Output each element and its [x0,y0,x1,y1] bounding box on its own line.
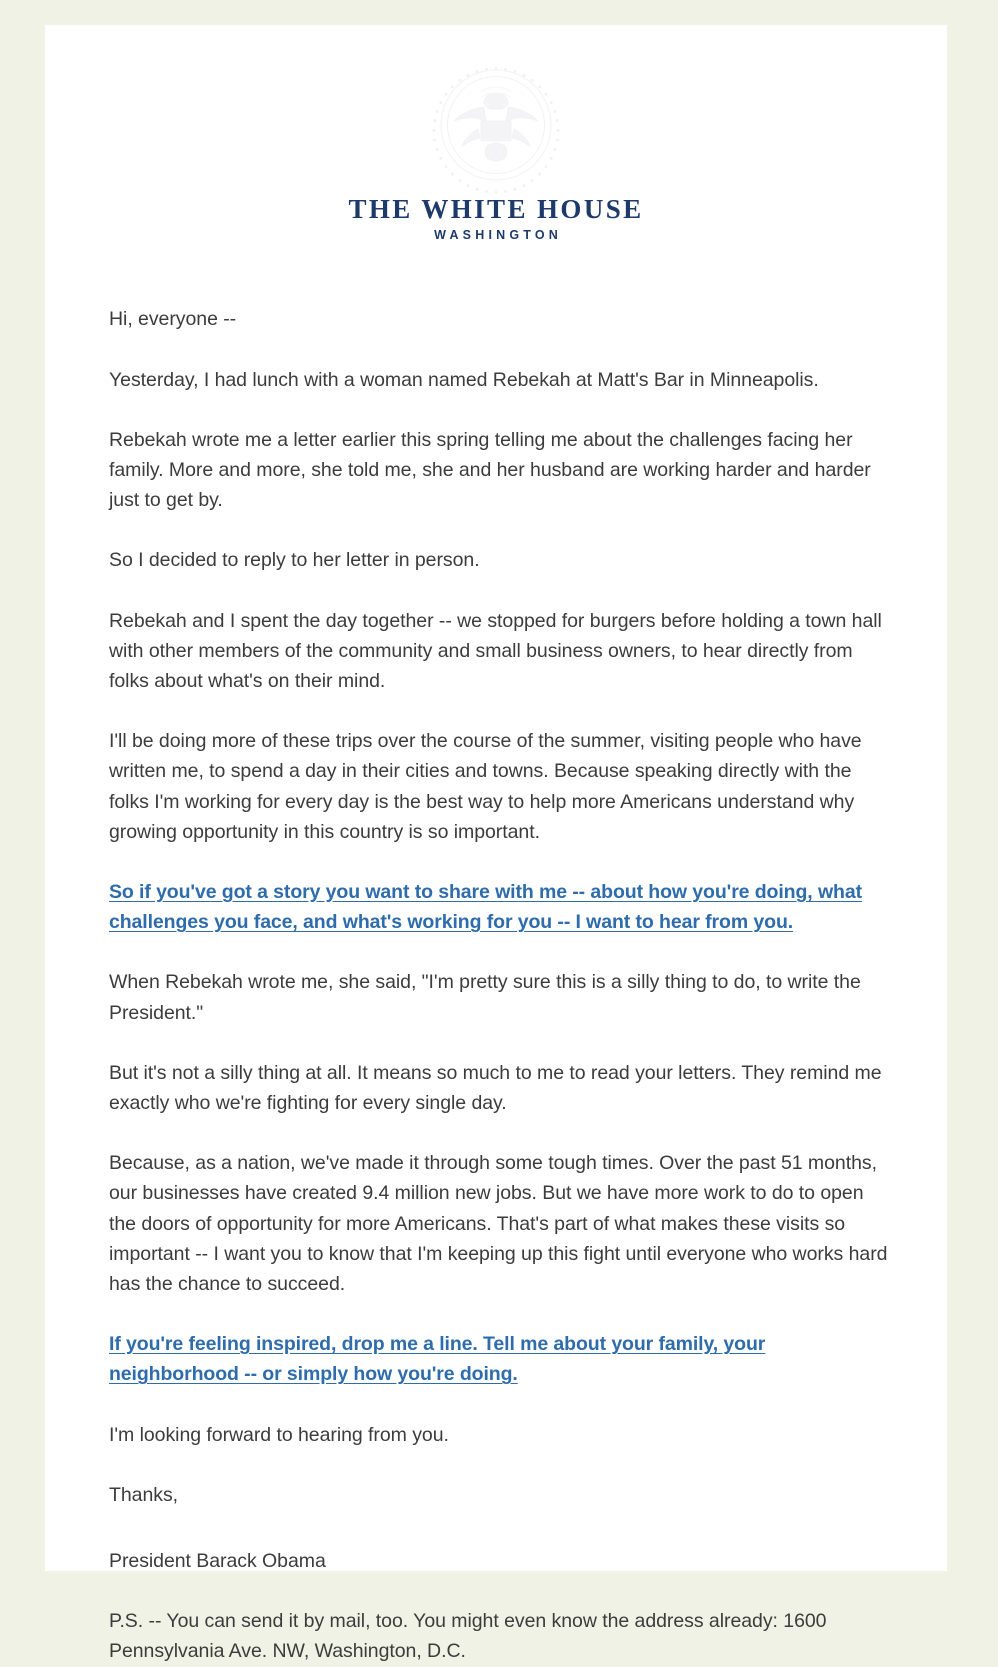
paragraph-silly-thing-quote: When Rebekah wrote me, she said, "I'm pretty sure this is a silly thing to do, to write the President." [109,971,861,1024]
paragraph-letter-background: Rebekah wrote me a letter earlier this spring telling me about the challenges facing her family. More and more, she told me, she and her husband are working harder and harder just to get by. [109,428,871,512]
paragraph-postscript: P.S. -- You can send it by mail, too. You might even know the address already: 1600 Pennsylvania Ave. NW, Washington, D.C. [109,1610,827,1663]
paragraph-greeting: Hi, everyone -- [109,308,237,331]
washington-subtitle: WASHINGTON [434,228,563,243]
paragraph-more-trips: I'll be doing more of these trips over the course of the summer, visiting people who have written me, to spend a day in their cities and towns. Because speaking directly with the folks I'm working for every day is the best way to help more Americans understand why growing opportunity in this country is so important. [109,730,862,843]
paragraph-tough-times-jobs: Because, as a nation, we've made it through some tough times. Over the past 51 months, our businesses have created 9.4 million new jobs. But we have more work to do to open the doors of opportunity for more Americans. That's part of what makes these visits so important -- I want you to know that I'm keeping up this fight until everyone who works hard has the chance to succeed. [109,1152,888,1296]
masthead [45,25,947,242]
paragraph-looking-forward: I'm looking forward to hearing from you. [109,1423,449,1446]
paragraph-day-together: Rebekah and I spent the day together -- we stopped for burgers before holding a town hall with other members of the community and small business owners, to hear directly from folks about what's on their mind. [109,609,882,692]
paragraph-reply-in-person: So I decided to reply to her letter in person. [109,549,480,572]
signature-line: President Barack Obama [109,1550,326,1573]
email-content-card [45,25,947,1663]
paragraph-not-silly: But it's not a silly thing at all. It means so much to me to read your letters. They remind me exactly who we're fighting for every single day. [109,1061,882,1114]
link-share-your-story[interactable]: So if you've got a story you want to share with me -- about how you're doing, what challenges you face, and what's working for you -- I want to hear from you. [109,880,862,934]
paragraph-thanks: Thanks, [109,1483,179,1506]
paragraph-lunch: Yesterday, I had lunch with a woman named Rebekah at Matt's Bar in Minneapolis. [109,368,819,391]
presidential-seal-icon [426,63,566,191]
link-drop-me-a-line[interactable]: If you're feeling inspired, drop me a line. Tell me about your family, your neighborhood -- or simply how you're doing. [109,1333,766,1386]
letter-body [45,304,947,1666]
white-house-title: THE WHITE HOUSE [348,194,644,224]
